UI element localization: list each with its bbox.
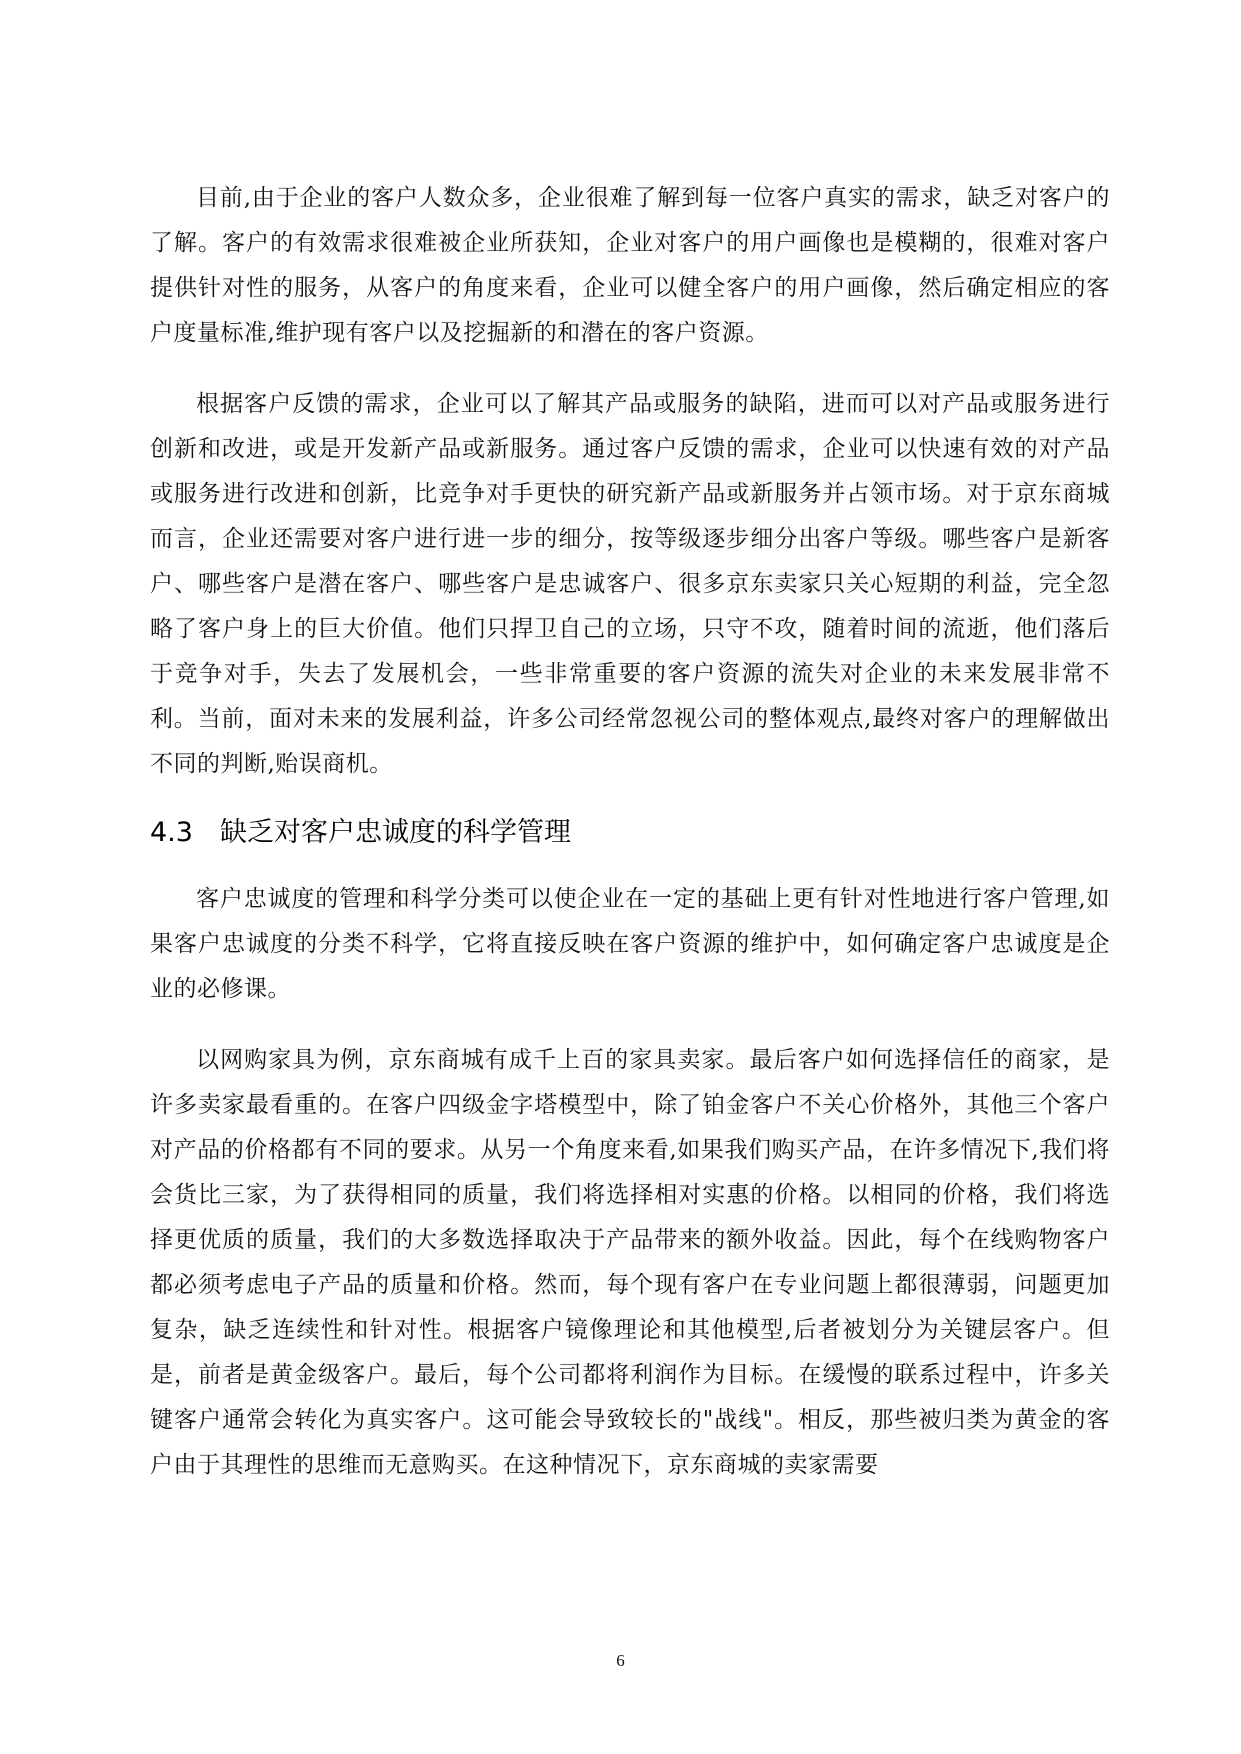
page-number: 6 bbox=[616, 1651, 625, 1670]
body-paragraph: 目前,由于企业的客户人数众多，企业很难了解到每一位客户真实的需求，缺乏对客户的了解。客户的有效需求很难被企业所获知，企业对客户的用户画像也是模糊的，很难对客户提供针对性的服务，从客户的角度来看，企业可以健全客户的用户画像，然后确定相应的客户度量标准,维护现有客户以及挖掘新的和潜在的客户资源。 bbox=[150, 185, 1110, 346]
section-title: 缺乏对客户忠诚度的科学管理 bbox=[220, 817, 571, 848]
section-number: 4.3 bbox=[150, 817, 193, 848]
body-paragraph: 客户忠诚度的管理和科学分类可以使企业在一定的基础上更有针对性地进行客户管理,如果客户忠诚度的分类不科学，它将直接反映在客户资源的维护中，如何确定客户忠诚度是企业的必修课。 bbox=[150, 886, 1110, 1002]
body-paragraph: 根据客户反馈的需求，企业可以了解其产品或服务的缺陷，进而可以对产品或服务进行创新和改进，或是开发新产品或新服务。通过客户反馈的需求，企业可以快速有效的对产品或服务进行改进和创新，比竞争对手更快的研究新产品或新服务并占领市场。对于京东商城而言，企业还需要对客户进行进一步的细分，按等级逐步细分出客户等级。哪些客户是新客户、哪些客户是潜在客户、哪些客户是忠诚客户、很多京东卖家只关心短期的利益，完全忽略了客户身上的巨大价值。他们只捍卫自己的立场，只守不攻，随着时间的流逝，他们落后于竞争对手，失去了发展机会，一些非常重要的客户资源的流失对企业的未来发展非常不利。当前，面对未来的发展利益，许多公司经常忽视公司的整体观点,最终对客户的理解做出不同的判断,贻误商机。 bbox=[150, 391, 1110, 777]
body-paragraph: 以网购家具为例，京东商城有成千上百的家具卖家。最后客户如何选择信任的商家，是许多卖家最看重的。在客户四级金字塔模型中，除了铂金客户不关心价格外，其他三个客户对产品的价格都有不同的要求。从另一个角度来看,如果我们购买产品，在许多情况下,我们将会货比三家，为了获得相同的质量，我们将选择相对实惠的价格。以相同的价格，我们将选择更优质的质量，我们的大多数选择取决于产品带来的额外收益。因此，每个在线购物客户都必须考虑电子产品的质量和价格。然而，每个现有客户在专业问题上都很薄弱，问题更加复杂，缺乏连续性和针对性。根据客户镜像理论和其他模型,后者被划分为关键层客户。但是，前者是黄金级客户。最后，每个公司都将利润作为目标。在缓慢的联系过程中，许多关键客户通常会转化为真实客户。这可能会导致较长的"战线"。相反，那些被归类为黄金的客户由于其理性的思维而无意购买。在这种情况下，京东商城的卖家需要 bbox=[150, 1047, 1110, 1478]
page-content bbox=[150, 176, 1110, 1514]
section-heading bbox=[150, 813, 1110, 853]
